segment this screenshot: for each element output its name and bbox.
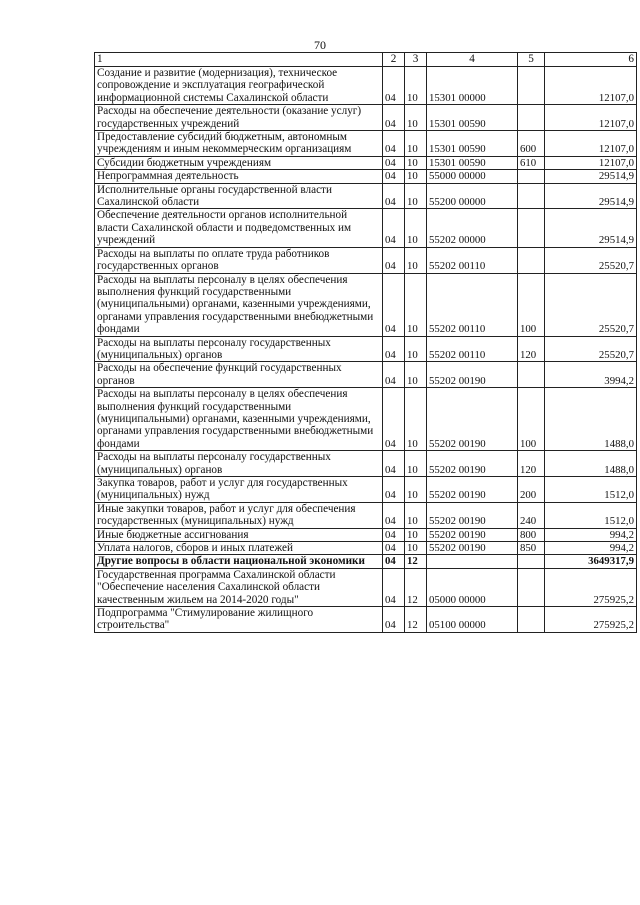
target-article-code: 15301 00000 (427, 67, 518, 105)
section-code: 04 (383, 502, 405, 528)
amount: 275925,2 (545, 568, 637, 606)
section-code: 04 (383, 607, 405, 633)
target-article-code: 05000 00000 (427, 568, 518, 606)
target-article-code: 15301 00590 (427, 156, 518, 169)
expense-type-code: 200 (518, 477, 545, 503)
target-article-code: 05100 00000 (427, 607, 518, 633)
amount: 25520,7 (545, 273, 637, 336)
amount: 12107,0 (545, 67, 637, 105)
expense-type-code (518, 555, 545, 568)
table-row (95, 247, 637, 273)
section-code: 04 (383, 170, 405, 183)
item-name: Предоставление субсидий бюджетным, автономным учреждениям и иным некоммерческим организациям (95, 131, 383, 157)
col-header-3: 3 (405, 53, 427, 67)
amount: 12107,0 (545, 131, 637, 157)
expense-type-code: 100 (518, 388, 545, 451)
target-article-code: 55202 00110 (427, 336, 518, 362)
item-name: Субсидии бюджетным учреждениям (95, 156, 383, 169)
expense-type-code (518, 67, 545, 105)
table-row (95, 156, 637, 169)
item-name: Расходы на обеспечение функций государственных органов (95, 362, 383, 388)
subsection-code: 10 (405, 67, 427, 105)
expense-type-code (518, 170, 545, 183)
table-row (95, 502, 637, 528)
target-article-code: 55202 00190 (427, 362, 518, 388)
section-code: 04 (383, 247, 405, 273)
amount: 994,2 (545, 528, 637, 541)
section-code: 04 (383, 362, 405, 388)
amount: 12107,0 (545, 156, 637, 169)
item-name: Создание и развитие (модернизация), техническое сопровождение и эксплуатация географической информационной системы Сахалинской области (95, 67, 383, 105)
expense-type-code (518, 209, 545, 247)
expense-type-code (518, 105, 545, 131)
subsection-code: 10 (405, 362, 427, 388)
section-code: 04 (383, 388, 405, 451)
table-row (95, 362, 637, 388)
item-name: Другие вопросы в области национальной экономики (95, 555, 383, 568)
section-code: 04 (383, 336, 405, 362)
item-name: Расходы на выплаты персоналу в целях обеспечения выполнения функций государственными (муниципальными) органами, казенными учреждениями, органами управления государственными внебюджетными фондами (95, 273, 383, 336)
section-code: 04 (383, 451, 405, 477)
item-name: Иные бюджетные ассигнования (95, 528, 383, 541)
expense-type-code (518, 247, 545, 273)
table-row (95, 67, 637, 105)
expense-type-code: 600 (518, 131, 545, 157)
subsection-code: 10 (405, 528, 427, 541)
expense-type-code: 100 (518, 273, 545, 336)
col-header-6: 6 (545, 53, 637, 67)
expense-type-code: 800 (518, 528, 545, 541)
section-code: 04 (383, 273, 405, 336)
item-name: Расходы на выплаты персоналу государственных (муниципальных) органов (95, 451, 383, 477)
amount: 29514,9 (545, 170, 637, 183)
subsection-code: 10 (405, 131, 427, 157)
target-article-code: 15301 00590 (427, 131, 518, 157)
subsection-code: 10 (405, 247, 427, 273)
table-row (95, 183, 637, 209)
expense-type-code: 120 (518, 336, 545, 362)
item-name: Обеспечение деятельности органов исполнительной власти Сахалинской области и подведомственных им учреждений (95, 209, 383, 247)
item-name: Иные закупки товаров, работ и услуг для обеспечения государственных (муниципальных) нужд (95, 502, 383, 528)
item-name: Подпрограмма "Стимулирование жилищного строительства" (95, 607, 383, 633)
target-article-code: 55202 00000 (427, 209, 518, 247)
section-code: 04 (383, 477, 405, 503)
amount: 1488,0 (545, 388, 637, 451)
table-row (95, 388, 637, 451)
subsection-code: 12 (405, 568, 427, 606)
section-code: 04 (383, 209, 405, 247)
table-row (95, 607, 637, 633)
section-code: 04 (383, 555, 405, 568)
expense-type-code (518, 607, 545, 633)
table-row (95, 209, 637, 247)
item-name: Исполнительные органы государственной власти Сахалинской области (95, 183, 383, 209)
item-name: Уплата налогов, сборов и иных платежей (95, 542, 383, 555)
col-header-5: 5 (518, 53, 545, 67)
expense-type-code: 610 (518, 156, 545, 169)
subsection-code: 10 (405, 451, 427, 477)
section-code: 04 (383, 156, 405, 169)
expense-type-code (518, 362, 545, 388)
subsection-code: 10 (405, 105, 427, 131)
table-row (95, 273, 637, 336)
expense-type-code (518, 568, 545, 606)
subsection-code: 10 (405, 170, 427, 183)
target-article-code: 55202 00190 (427, 528, 518, 541)
target-article-code: 55000 00000 (427, 170, 518, 183)
item-name: Расходы на обеспечение деятельности (оказание услуг) государственных учреждений (95, 105, 383, 131)
expense-type-code: 120 (518, 451, 545, 477)
section-code: 04 (383, 542, 405, 555)
section-code: 04 (383, 131, 405, 157)
amount: 1512,0 (545, 477, 637, 503)
table-row (95, 451, 637, 477)
expense-type-code: 850 (518, 542, 545, 555)
subsection-code: 10 (405, 542, 427, 555)
amount: 25520,7 (545, 247, 637, 273)
section-code: 04 (383, 528, 405, 541)
amount: 994,2 (545, 542, 637, 555)
amount: 3649317,9 (545, 555, 637, 568)
subsection-code: 10 (405, 388, 427, 451)
target-article-code: 15301 00590 (427, 105, 518, 131)
amount: 1488,0 (545, 451, 637, 477)
subsection-code: 10 (405, 477, 427, 503)
item-name: Непрограммная деятельность (95, 170, 383, 183)
amount: 29514,9 (545, 209, 637, 247)
section-code: 04 (383, 105, 405, 131)
target-article-code (427, 555, 518, 568)
table-header-row (95, 53, 637, 67)
subsection-code: 10 (405, 209, 427, 247)
target-article-code: 55202 00190 (427, 388, 518, 451)
item-name: Государственная программа Сахалинской области "Обеспечение населения Сахалинской области качественным жильем на 2014-2020 годы" (95, 568, 383, 606)
page-number: 70 (314, 38, 326, 52)
target-article-code: 55202 00110 (427, 247, 518, 273)
amount: 12107,0 (545, 105, 637, 131)
table-row (95, 568, 637, 606)
table-row (95, 477, 637, 503)
target-article-code: 55202 00190 (427, 451, 518, 477)
target-article-code: 55202 00110 (427, 273, 518, 336)
table-row (95, 528, 637, 541)
amount: 25520,7 (545, 336, 637, 362)
section-code: 04 (383, 568, 405, 606)
amount: 3994,2 (545, 362, 637, 388)
target-article-code: 55202 00190 (427, 477, 518, 503)
expense-type-code (518, 183, 545, 209)
table-row (95, 170, 637, 183)
item-name: Расходы на выплаты по оплате труда работников государственных органов (95, 247, 383, 273)
table-row (95, 336, 637, 362)
expense-type-code: 240 (518, 502, 545, 528)
subsection-code: 10 (405, 183, 427, 209)
budget-table (94, 52, 637, 633)
subsection-code: 10 (405, 156, 427, 169)
item-name: Расходы на выплаты персоналу в целях обеспечения выполнения функций государственными (муниципальными) органами, казенными учреждениями, органами управления государственными внебюджетными фондами (95, 388, 383, 451)
table-row (95, 542, 637, 555)
subsection-code: 12 (405, 607, 427, 633)
col-header-1: 1 (95, 53, 383, 67)
target-article-code: 55202 00190 (427, 502, 518, 528)
subsection-code: 10 (405, 336, 427, 362)
col-header-2: 2 (383, 53, 405, 67)
target-article-code: 55202 00190 (427, 542, 518, 555)
section-code: 04 (383, 183, 405, 209)
table-row (95, 555, 637, 568)
subsection-code: 10 (405, 502, 427, 528)
amount: 275925,2 (545, 607, 637, 633)
table-row (95, 131, 637, 157)
section-code: 04 (383, 67, 405, 105)
item-name: Закупка товаров, работ и услуг для государственных (муниципальных) нужд (95, 477, 383, 503)
col-header-4: 4 (427, 53, 518, 67)
target-article-code: 55200 00000 (427, 183, 518, 209)
item-name: Расходы на выплаты персоналу государственных (муниципальных) органов (95, 336, 383, 362)
table-row (95, 105, 637, 131)
amount: 29514,9 (545, 183, 637, 209)
amount: 1512,0 (545, 502, 637, 528)
subsection-code: 12 (405, 555, 427, 568)
subsection-code: 10 (405, 273, 427, 336)
